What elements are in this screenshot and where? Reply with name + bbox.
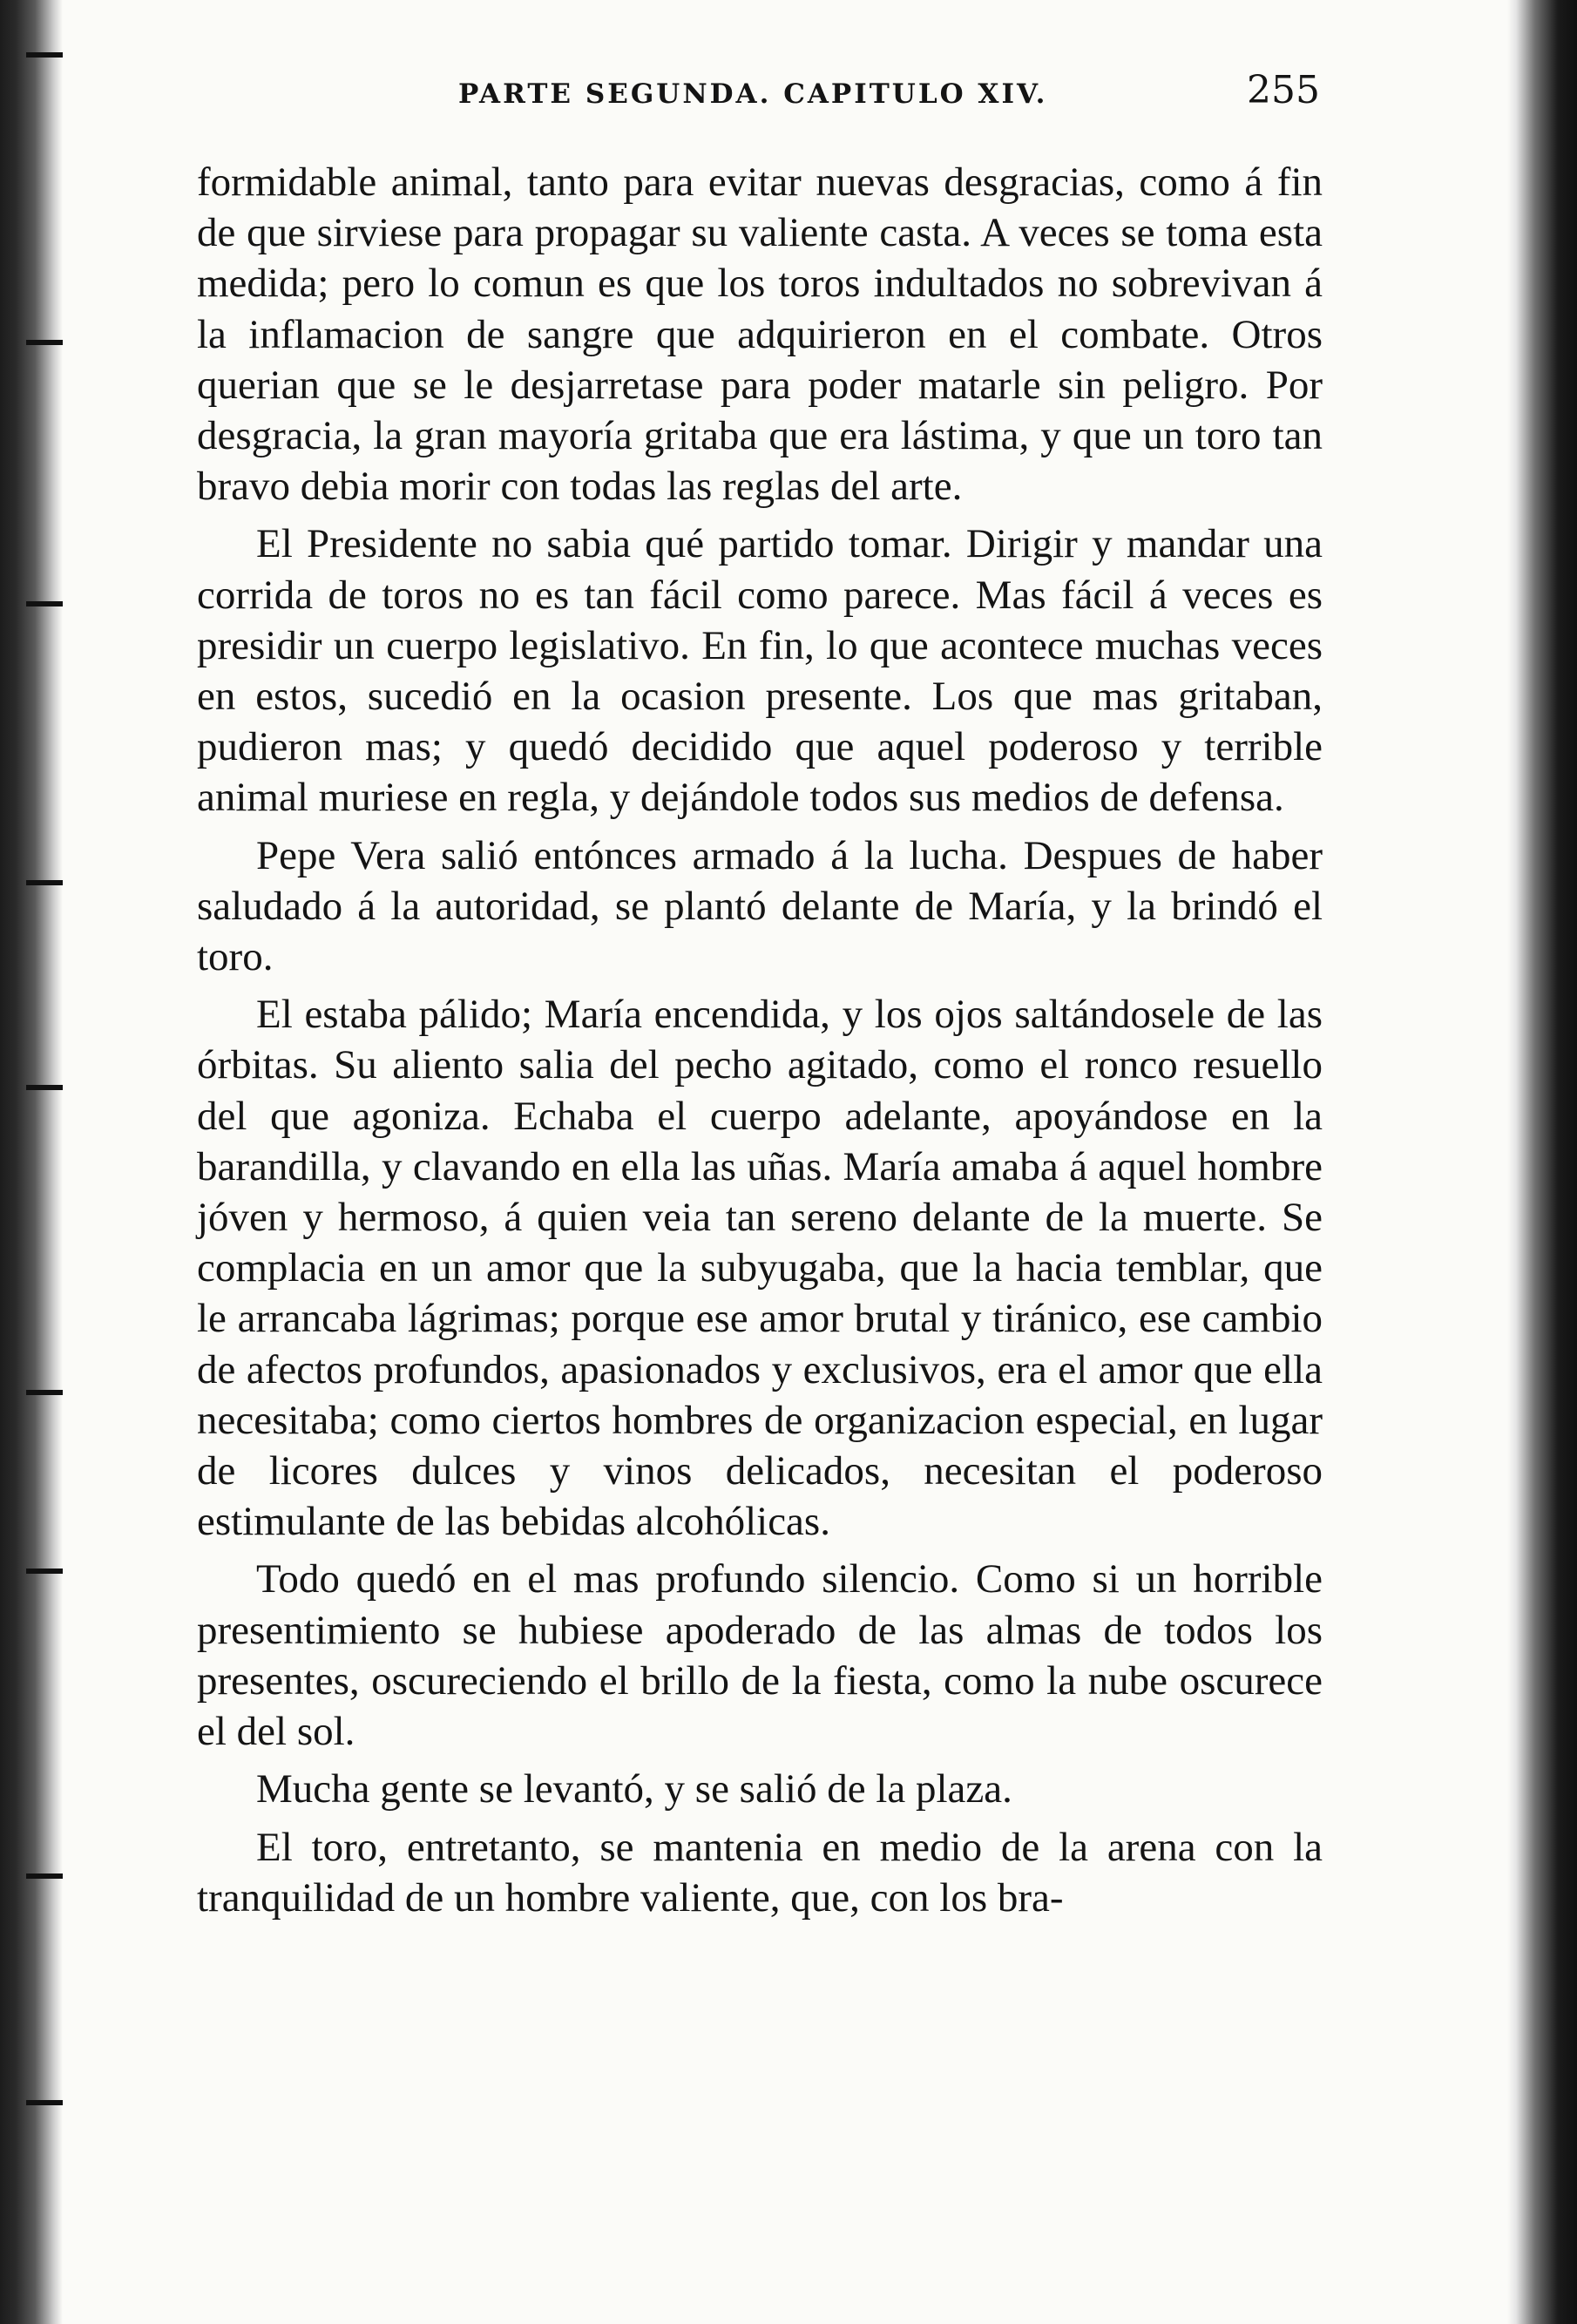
running-head-title: PARTE SEGUNDA. CAPITULO XIV. xyxy=(458,78,1048,110)
binding-edge-left xyxy=(0,0,63,2324)
paragraph: El estaba pálido; María encendida, y los ojos saltándosele de las órbitas. Su aliento salia del pecho agitado, como el ronco resuello del que agoniza. Echaba el cuerpo adelante, apoyándose en la barandilla, y clavando en ella las uñas. María amaba á aquel hombre jóven y hermoso, á quien veia tan sereno delante de la muerte. Se complacia en un amor que la subyugaba, que la hacia temblar, que le arrancaba lágrimas; porque ese amor brutal y tiránico, ese cambio de afectos profundos, apasionados y exclusivos, era el amor que ella necesitaba; como ciertos hombres de organizacion especial, en lugar de licores dulces y vinos delicados, necesitan el poderoso estimulante de las bebidas alcohólicas. xyxy=(197,992,1323,1545)
paragraph: Mucha gente se levantó, y se salió de la plaza. xyxy=(256,1766,1012,1812)
scan-edge-right xyxy=(1507,0,1577,2324)
running-head xyxy=(197,68,1330,120)
paragraph: formidable animal, tanto para evitar nuevas desgracias, como á fin de que sirviese para propagar su valiente casta. A veces se toma esta medida; pero lo comun es que los toros indultados no sobrevivan á la inflamacion de sangre que adquirieron en el combate. Otros querian que se le desjarretase para poder matarle sin peligro. Por desgracia, la gran mayoría gritaba que era lástima, y que un toro tan bravo debia morir con todas las reglas del arte. xyxy=(197,159,1323,510)
page-number: 255 xyxy=(1247,68,1320,112)
body-text xyxy=(197,157,1323,1923)
paragraph: El toro, entretanto, se mantenia en medio de la arena con la tranquilidad de un hombre valiente, que, con los bra- xyxy=(197,1824,1323,1921)
paragraph: El Presidente no sabia qué partido tomar. Dirigir y mandar una corrida de toros no es tan fácil como parece. Mas fácil á veces es presidir un cuerpo legislativo. En fin, lo que acontece muchas veces en estos, sucedió en la ocasion presente. Los que mas gritaban, pudieron mas; y quedó decidido que aquel poderoso y terrible animal muriese en regla, y dejándole todos sus medios de defensa. xyxy=(197,521,1323,821)
paragraph: Todo quedó en el mas profundo silencio. Como si un horrible presentimiento se hubiese apoderado de las almas de todos los presentes, oscureciendo el brillo de la fiesta, como la nube oscurece el del sol. xyxy=(197,1556,1323,1755)
paragraph: Pepe Vera salió entónces armado á la lucha. Despues de haber saludado á la autoridad, se plantó delante de María, y la brindó el toro. xyxy=(197,832,1323,980)
